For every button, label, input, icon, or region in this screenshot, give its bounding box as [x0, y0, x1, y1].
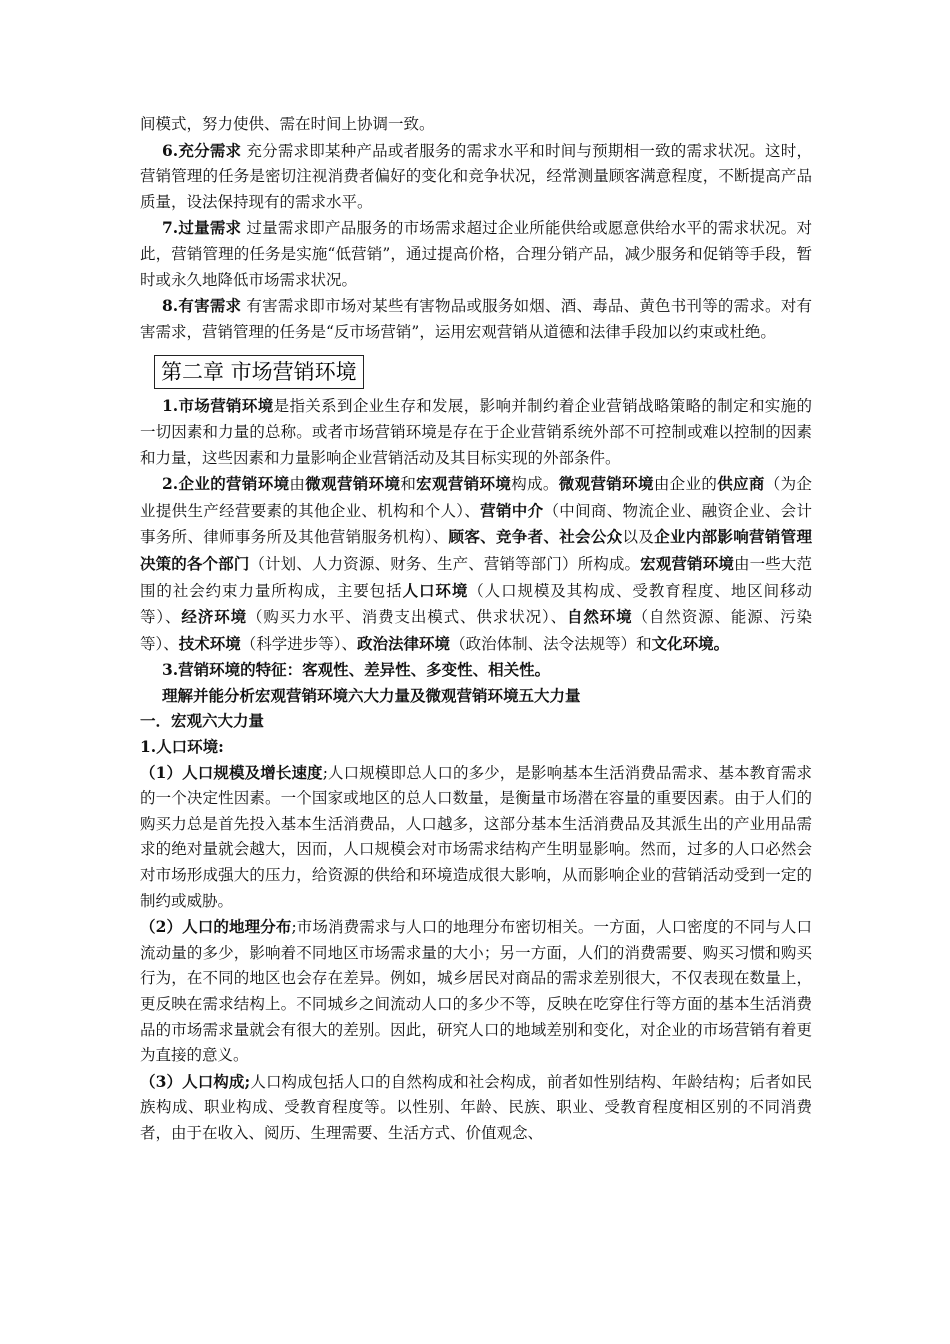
item-1-label: （1）人口规模及增长速度: [140, 762, 323, 782]
term: 技术环境: [178, 633, 241, 653]
text: 由: [289, 475, 306, 494]
para-2: [140, 471, 812, 657]
item-3: [140, 1069, 812, 1147]
demand-6-text: 充分需求即某种产品或者服务的需求水平和时间与预期相一致的需求状况。这时，营销管理的任务是密切注视消费者偏好的变化和竞争状况，经常测量顾客满意程度，不断提高产品质量，设法保持现有的需求水平。: [140, 141, 812, 211]
text: （为企业提供生产经营要素的其他企业、机构和个人）、: [140, 475, 812, 520]
chapter-title: 第二章 市场营销环境: [154, 355, 364, 389]
term: 微观营销环境: [558, 474, 654, 494]
heading-population: 1.人口环境:: [140, 737, 224, 757]
term: 供应商: [717, 474, 765, 494]
para-4: 理解并能分析宏观营销环境六大力量及微观营销环境五大力量: [162, 685, 581, 705]
demand-6: [140, 138, 812, 216]
text: （科学进步等）、: [240, 634, 358, 653]
term: 自然环境: [567, 607, 633, 627]
term: 宏观营销环境: [416, 474, 512, 494]
text: （自然资源、能源、污染等）、: [140, 608, 812, 653]
para-3: 3.营销环境的特征：客观性、差异性、多变性、相关性。: [162, 660, 551, 680]
item-2-text: ;市场消费需求与人口的地理分布密切相关。一方面，人口密度的不同与人口流动量的多少，影响着不同地区市场需求量的大小；另一方面，人们的消费需要、购买习惯和购买行为，在不同的地区也会存在差异。例如，城乡居民对商品的需求差别很大，不仅表现在数量上，更反映在需求结构上。不同城乡之间流动人口的多少不等，反映在吃穿住行等方面的基本生活消费品的市场需求量就会有很大的差别。因此，研究人口的地域差别和变化，对企业的市场营销有着更为直接的意义。: [140, 918, 812, 1065]
term: 营销中介: [480, 500, 544, 520]
demand-7-text: 过量需求即产品服务的市场需求超过企业所能供给或愿意供给水平的需求状况。对此，营销管理的任务是实施“低营销”，通过提高价格，合理分销产品，减少服务和促销等手段，暂时或永久地降低市场需求状况。: [140, 219, 812, 289]
text: 由企业的: [653, 475, 718, 494]
item-2: [140, 914, 812, 1069]
term: 顾客、竞争者、社会公众: [448, 527, 623, 547]
para-1-label: 1.市场营销环境: [162, 396, 274, 416]
term: 微观营销环境: [305, 474, 401, 494]
demand-7-label: 7.过量需求: [162, 218, 242, 238]
text: 由一些大范围的社会约束力量所构成，主要包括: [140, 554, 812, 600]
term: 2.企业的营销环境: [162, 474, 290, 494]
item-2-label: （2）人口的地理分布: [140, 917, 292, 937]
text: （人口规模及其构成、受教育程度、地区间移动等）、: [140, 581, 812, 627]
term: 宏观营销环境: [640, 553, 734, 573]
term: 企业内部影响营销管理决策的各个部门: [140, 527, 812, 573]
heading-macro: 一．宏观六大力量: [140, 711, 265, 731]
term: 人口环境: [402, 580, 469, 600]
text: （政治体制、法令法规等）和: [450, 634, 652, 653]
text: （购买力水平、消费支出模式、供求状况）、: [246, 608, 568, 627]
text: （中间商、物流企业、融资企业、会计事务所、律师事务所及其他营销服务机构）、: [140, 501, 812, 547]
text: 构成。: [511, 475, 559, 494]
item-3-label: （3）人口构成;: [140, 1071, 251, 1091]
term: 政治法律环境: [357, 633, 451, 653]
demand-7: [140, 215, 812, 293]
document-page: [140, 112, 812, 1147]
item-1-text: ;人口规模即总人口的多少，是影响基本生活消费品需求、基本教育需求的一个决定性因素。一个国家或地区的总人口数量，是衡量市场潜在容量的重要因素。由于人们的购买力总是首先投入基本生活消费品，人口越多，这部分基本生活消费品及其派生出的产业用品需求的绝对量就会越大，因而，人口规模会对市场需求结构产生明显影响。然而，过多的人口必然会对市场形成强大的压力，给资源的供给和环境造成很大影响，从而影响企业的营销活动受到一定的制约或威胁。: [140, 763, 812, 910]
text: （计划、人力资源、财务、生产、营销等部门）所构成。: [249, 554, 641, 573]
para-1: [140, 393, 812, 471]
term: 经济环境: [181, 607, 247, 627]
continued-text: 间模式，努力使供、需在时间上协调一致。: [140, 115, 435, 133]
demand-8: [140, 293, 812, 345]
text: 以及: [622, 528, 655, 547]
term: 文化环境。: [651, 633, 730, 653]
demand-6-label: 6.充分需求: [162, 140, 242, 160]
para-1-text: 是指关系到企业生存和发展，影响并制约着企业营销战略策略的制定和实施的一切因素和力量的总称。或者市场营销环境是存在于企业营销系统外部不可控制或难以控制的因素和力量，这些因素和力量影响企业营销活动及其目标实现的外部条件。: [140, 397, 812, 467]
text: 和: [400, 475, 417, 494]
demand-8-label: 8.有害需求: [162, 296, 242, 316]
item-1: [140, 760, 812, 915]
item-3-text: 人口构成包括人口的自然构成和社会构成，前者如性别结构、年龄结构；后者如民族构成、职业构成、受教育程度等。以性别、年龄、民族、职业、受教育程度相区别的不同消费者，由于在收入、阅历、生理需要、生活方式、价值观念、: [140, 1072, 812, 1142]
demand-8-text: 有害需求即市场对某些有害物品或服务如烟、酒、毒品、黄色书刊等的需求。对有害需求，营销管理的任务是“反市场营销”，运用宏观营销从道德和法律手段加以约束或杜绝。: [140, 297, 812, 341]
